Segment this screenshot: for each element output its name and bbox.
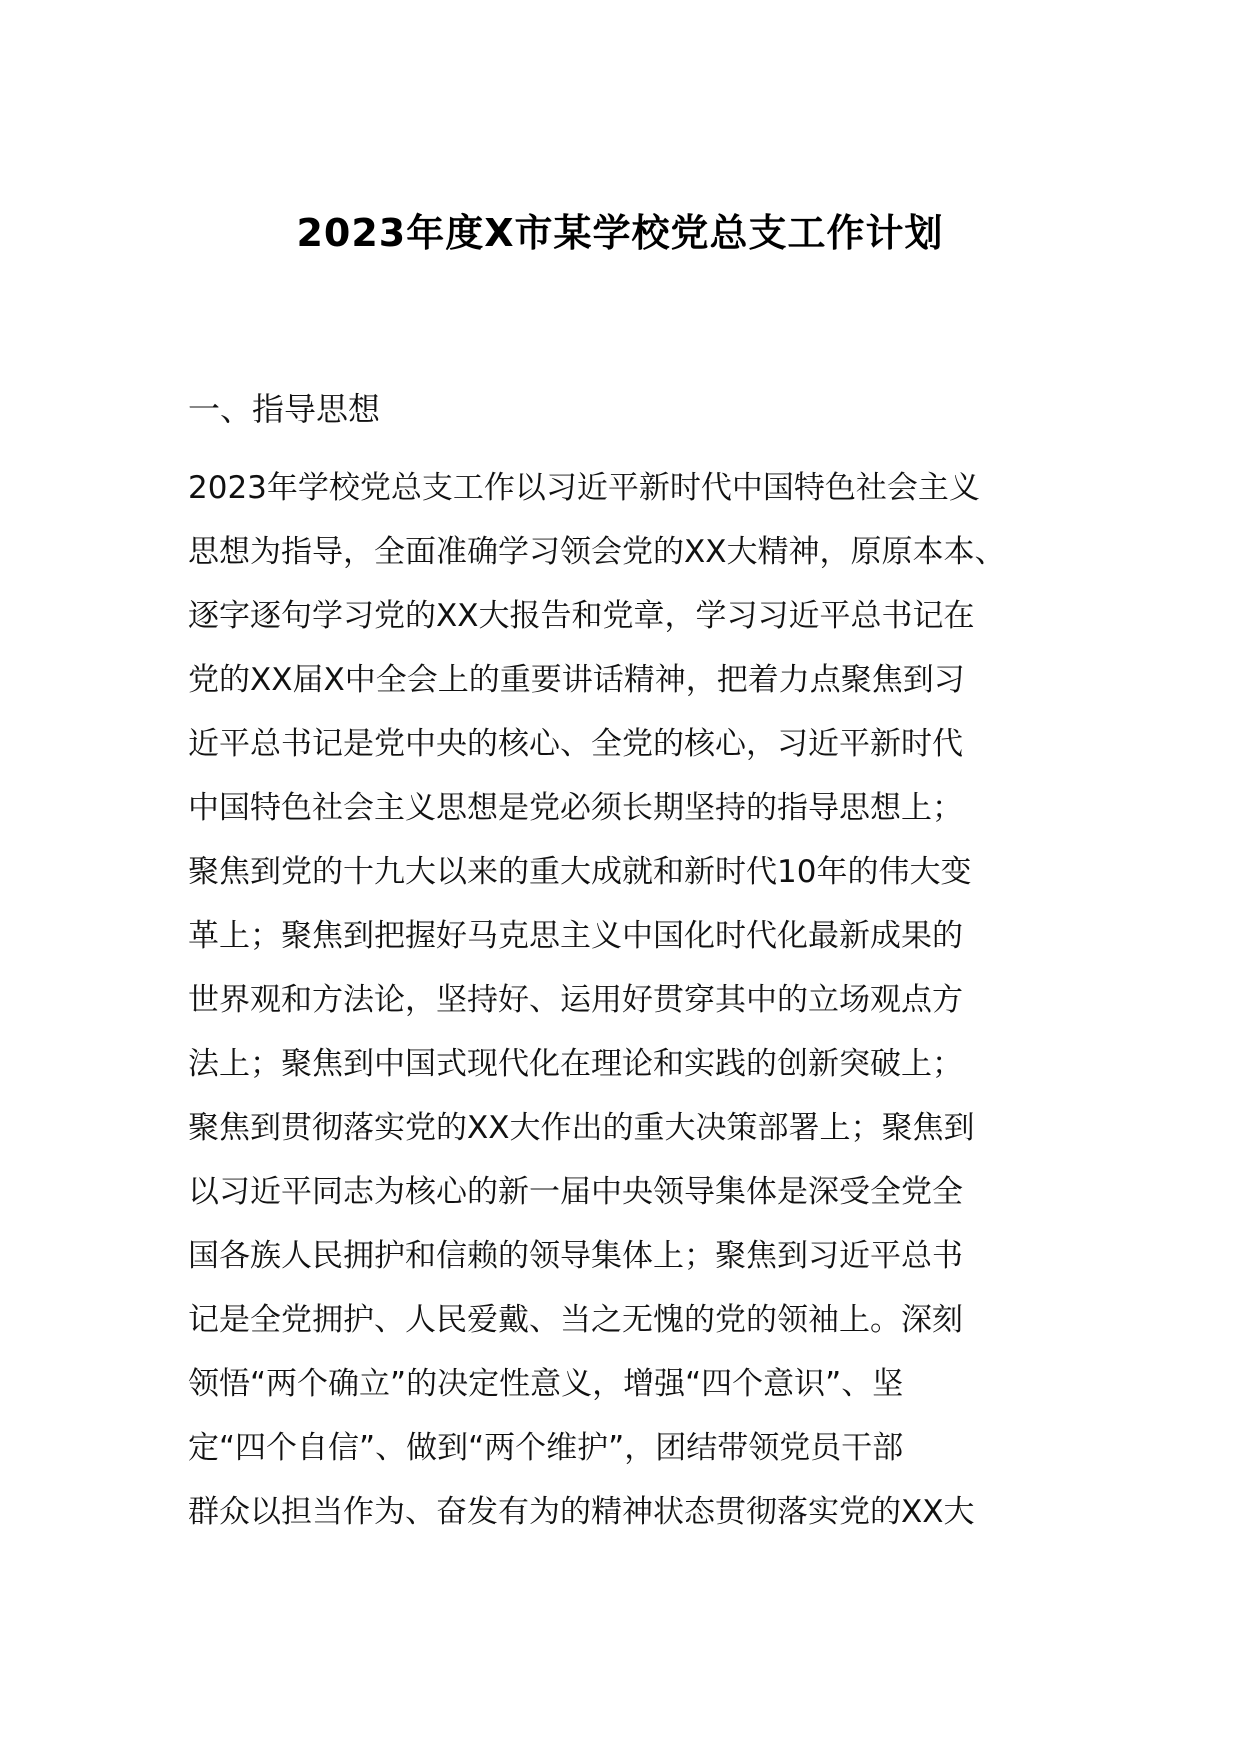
paragraph-line: 领悟“两个确立”的决定性意义，增强“四个意识”、坚 — [188, 1366, 904, 1402]
paragraph-line: 革上；聚焦到把握好马克思主义中国化时代化最新成果的 — [188, 918, 963, 954]
paragraph-line: 记是全党拥护、人民爱戴、当之无愧的党的领袖上。深刻 — [188, 1302, 963, 1338]
paragraph-line: 群众以担当作为、奋发有为的精神状态贯彻落实党的XX大 — [188, 1494, 975, 1530]
paragraph-line: 聚焦到贯彻落实党的XX大作出的重大决策部署上；聚焦到 — [188, 1110, 975, 1146]
paragraph-line: 聚焦到党的十九大以来的重大成就和新时代10年的伟大变 — [188, 854, 972, 890]
paragraph-line: 近平总书记是党中央的核心、全党的核心，习近平新时代 — [188, 726, 963, 762]
paragraph-line: 国各族人民拥护和信赖的领导集体上；聚焦到习近平总书 — [188, 1238, 963, 1274]
paragraph-line: 中国特色社会主义思想是党必须长期坚持的指导思想上； — [188, 790, 963, 826]
paragraph-line: 世界观和方法论，坚持好、运用好贯穿其中的立场观点方 — [188, 982, 963, 1018]
body-paragraph — [188, 456, 1068, 1544]
section-heading: 一、指导思想 — [188, 390, 381, 428]
paragraph-line: 党的XX届X中全会上的重要讲话精神，把着力点聚焦到习 — [188, 662, 965, 698]
paragraph-line: 以习近平同志为核心的新一届中央领导集体是深受全党全 — [188, 1174, 963, 1210]
paragraph-line: 法上；聚焦到中国式现代化在理论和实践的创新突破上； — [188, 1046, 963, 1082]
paragraph-line: 2023年学校党总支工作以习近平新时代中国特色社会主义 — [188, 470, 980, 506]
paragraph-line: 定“四个自信”、做到“两个维护”，团结带领党员干部 — [188, 1430, 904, 1466]
paragraph-line: 思想为指导，全面准确学习领会党的XX大精神，原原本本、 — [188, 534, 1006, 570]
paragraph-line: 逐字逐句学习党的XX大报告和党章，学习习近平总书记在 — [188, 598, 975, 634]
document-title: 2023年度X市某学校党总支工作计划 — [296, 211, 944, 255]
